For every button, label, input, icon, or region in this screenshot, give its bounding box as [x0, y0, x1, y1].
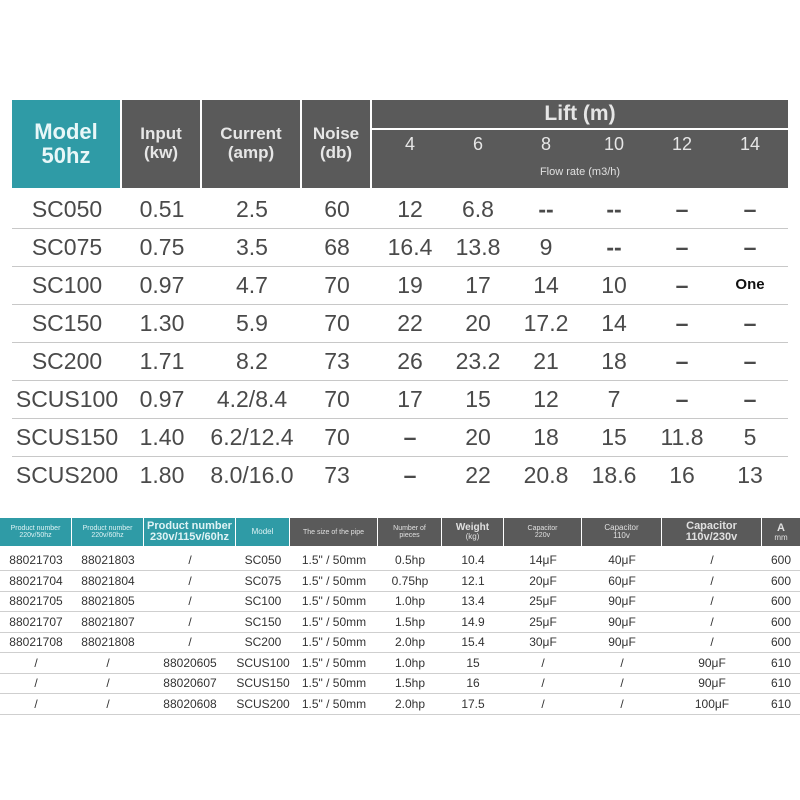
header-input-line1: Input — [140, 124, 182, 144]
performance-row — [12, 342, 788, 380]
cell-hp: 1.5hp — [394, 614, 426, 629]
cell-flow-lift-10: -- — [606, 196, 622, 222]
cell-model: SC075 — [244, 573, 282, 588]
cell-pn2: / — [106, 696, 110, 711]
cell-hp: 1.5hp — [394, 676, 426, 690]
cell-input: 0.97 — [139, 272, 185, 298]
cell-input: 0.51 — [139, 196, 185, 222]
cell-flow-lift-6: 20 — [465, 424, 491, 450]
cell-flow-lift-10: 14 — [601, 310, 627, 336]
cell-a: 610 — [770, 655, 792, 670]
cell-pn2: 88021808 — [81, 635, 135, 649]
header-dimension-a-line2: mm — [774, 532, 788, 542]
cell-pn1: / — [34, 676, 38, 690]
cell-flow-lift-10: -- — [606, 234, 622, 260]
cell-pipe: 1.5" / 50mm — [301, 553, 367, 567]
cell-input: 1.30 — [139, 310, 185, 336]
cell-flow-lift-6: 13.8 — [455, 234, 501, 260]
cell-a: 600 — [770, 553, 792, 567]
header-pn-220v60hz — [72, 518, 144, 546]
cell-flow-lift-12: – — [675, 272, 689, 298]
spec-row — [0, 550, 800, 570]
spec-row — [0, 591, 800, 611]
cell-current: 5.9 — [236, 310, 268, 336]
header-weight — [442, 518, 504, 546]
header-capacitor-110v-line2: 110v — [613, 531, 630, 540]
cell-weight: 15.4 — [461, 635, 485, 649]
header-noise-line1: Noise — [312, 124, 360, 144]
cell-model: SC100 — [244, 594, 282, 608]
cell-cap110: 90μF — [608, 635, 636, 649]
performance-row — [12, 418, 788, 456]
cell-pn3: / — [188, 614, 192, 629]
performance-row — [12, 304, 788, 342]
cell-cap110: / — [620, 676, 624, 690]
cell-cap110230: 90μF — [698, 676, 726, 690]
cell-flow-lift-4: – — [403, 462, 417, 488]
cell-flow-lift-4: 22 — [397, 310, 423, 336]
cell-flow-lift-14: 13 — [737, 462, 763, 488]
cell-model: SC150 — [31, 310, 103, 336]
cell-pipe: 1.5" / 50mm — [301, 676, 367, 690]
cell-input: 0.97 — [139, 386, 185, 412]
cell-flow-lift-8: 21 — [533, 348, 559, 374]
header-capacitor-110v — [582, 518, 662, 546]
cell-cap220: 25μF — [529, 594, 557, 608]
header-pieces — [378, 518, 442, 546]
cell-flow-lift-10: 7 — [607, 386, 621, 412]
cell-pn1: 88021705 — [9, 594, 63, 608]
cell-flow-lift-10: 10 — [601, 272, 627, 298]
cell-flow-lift-10: 18 — [601, 348, 627, 374]
header-model-line1: Model — [34, 118, 98, 144]
header-pipe-size-label: The size of the pipe — [302, 528, 365, 536]
cell-cap110230: / — [710, 573, 714, 588]
cell-flow-lift-14: – — [743, 348, 757, 374]
header-model-small — [236, 518, 290, 546]
cell-cap220: 30μF — [529, 635, 557, 649]
cell-noise: 70 — [324, 310, 350, 336]
header-lift-group — [372, 100, 788, 188]
cell-model: SC150 — [244, 614, 282, 629]
cell-weight: 17.5 — [461, 696, 485, 711]
cell-weight: 13.4 — [461, 594, 485, 608]
cell-flow-lift-6: 17 — [465, 272, 491, 298]
cell-pipe: 1.5" / 50mm — [301, 594, 367, 608]
header-pn-230v-line2: 230v/115v/60hz — [150, 531, 229, 543]
cell-pn2: / — [106, 676, 110, 690]
header-capacitor-220v — [504, 518, 582, 546]
header-model — [12, 100, 122, 188]
header-model-line2: 50hz — [41, 143, 91, 168]
cell-hp: 2.0hp — [394, 635, 426, 649]
cell-noise: 68 — [324, 234, 350, 260]
header-pieces-line1: Number of — [393, 525, 426, 532]
cell-current: 8.2 — [236, 348, 268, 374]
header-pn-230v — [144, 518, 236, 546]
cell-weight: 10.4 — [461, 553, 485, 567]
cell-noise: 70 — [324, 424, 350, 450]
cell-noise: 73 — [324, 462, 350, 488]
cell-weight: 12.1 — [461, 573, 485, 588]
cell-pn1: 88021707 — [9, 614, 63, 629]
header-lift-14: 14 — [739, 134, 761, 154]
header-pn-220v50hz — [0, 518, 72, 546]
header-pn-220v50hz-line2: 220v/50hz — [19, 532, 52, 539]
cell-pn3: 88020605 — [163, 655, 217, 670]
cell-flow-lift-12: – — [675, 310, 689, 336]
spec-row — [0, 571, 800, 591]
spec-row — [0, 632, 800, 652]
cell-model: SCUS100 — [15, 386, 119, 412]
cell-flow-lift-8: 12 — [533, 386, 559, 412]
header-current — [202, 100, 302, 188]
header-weight-line2: (kg) — [465, 532, 480, 541]
cell-flow-lift-14: One — [735, 276, 765, 293]
cell-flow-lift-8: 17.2 — [523, 310, 569, 336]
cell-flow-lift-4: 19 — [397, 272, 423, 298]
cell-hp: 1.0hp — [394, 655, 426, 670]
cell-pn2: 88021805 — [81, 594, 135, 608]
cell-flow-lift-4: – — [403, 424, 417, 450]
cell-cap110230: / — [710, 594, 714, 608]
cell-pipe: 1.5" / 50mm — [301, 614, 367, 629]
header-lift-title: Lift (m) — [544, 102, 616, 125]
cell-cap110: 90μF — [608, 614, 636, 629]
header-pieces-line2: pieces — [399, 532, 420, 539]
cell-cap220: 20μF — [529, 573, 557, 588]
spec-row — [0, 694, 800, 714]
header-capacitor-110v-line1: Capacitor — [604, 523, 639, 532]
cell-cap220: / — [541, 676, 545, 690]
cell-cap110: 60μF — [608, 573, 636, 588]
header-capacitor-110v230v — [662, 518, 762, 546]
cell-cap110230: / — [710, 635, 714, 649]
cell-cap110: / — [620, 655, 624, 670]
cell-cap220: 25μF — [529, 614, 557, 629]
cell-cap110: 40μF — [608, 553, 636, 567]
cell-input: 1.80 — [139, 462, 185, 488]
header-pn-220v60hz-line2: 220v/60hz — [91, 532, 124, 539]
cell-pn3: 88020607 — [163, 676, 217, 690]
cell-flow-lift-4: 12 — [397, 196, 423, 222]
cell-flow-lift-6: 6.8 — [462, 196, 494, 222]
cell-a: 610 — [770, 696, 792, 711]
cell-current: 4.2/8.4 — [216, 386, 288, 412]
cell-flow-lift-8: 9 — [539, 234, 553, 260]
header-model-small-label: Model — [251, 527, 274, 536]
spec-row — [0, 673, 800, 693]
cell-pn3: / — [188, 635, 192, 649]
header-capacitor-110v230v-line1: Capacitor — [686, 520, 737, 532]
header-dimension-a — [762, 518, 800, 546]
header-noise-line2: (db) — [319, 143, 353, 162]
cell-pipe: 1.5" / 50mm — [301, 635, 367, 649]
cell-pipe: 1.5" / 50mm — [301, 696, 367, 711]
header-capacitor-220v-line1: Capacitor — [527, 525, 558, 532]
cell-flow-lift-12: 11.8 — [660, 424, 704, 450]
cell-pn3: / — [188, 553, 192, 567]
cell-cap110: / — [620, 696, 624, 711]
header-pn-230v-line1: Product number — [147, 520, 232, 532]
cell-weight: 16 — [466, 676, 480, 690]
cell-current: 8.0/16.0 — [210, 462, 294, 488]
cell-cap110230: 100μF — [694, 696, 730, 711]
cell-model: SC200 — [244, 635, 282, 649]
cell-pn2: / — [106, 655, 110, 670]
pump-performance-header — [12, 100, 788, 188]
cell-input: 1.71 — [139, 348, 185, 374]
cell-cap110230: / — [710, 553, 714, 567]
cell-pn1: / — [34, 696, 38, 711]
cell-a: 600 — [770, 635, 792, 649]
header-capacitor-220v-line2: 220v — [534, 532, 551, 539]
cell-pn1: 88021703 — [9, 553, 63, 567]
cell-model: SCUS200 — [236, 696, 290, 711]
cell-pn2: 88021804 — [81, 573, 135, 588]
cell-cap220: / — [541, 696, 545, 711]
header-lift-4: 4 — [404, 134, 415, 154]
cell-flow-lift-8: 18 — [533, 424, 559, 450]
cell-model: SCUS200 — [15, 462, 119, 488]
cell-flow-lift-10: 18.6 — [591, 462, 637, 488]
header-capacitor-110v230v-line2: 110v/230v — [685, 531, 738, 543]
cell-noise: 70 — [324, 386, 350, 412]
header-pn-220v50hz-line1: Product number — [10, 525, 61, 532]
cell-flow-lift-14: – — [743, 196, 757, 222]
cell-flow-lift-4: 17 — [397, 386, 423, 412]
cell-cap220: / — [541, 655, 545, 670]
cell-current: 6.2/12.4 — [210, 424, 294, 450]
performance-row — [12, 380, 788, 418]
cell-noise: 70 — [324, 272, 350, 298]
header-dimension-a-line1: A — [777, 521, 785, 534]
spec-row — [0, 653, 800, 673]
cell-pn3: / — [188, 594, 192, 608]
cell-pn3: 88020608 — [163, 696, 217, 711]
header-noise — [302, 100, 372, 188]
cell-pn1: / — [34, 655, 38, 670]
cell-flow-lift-12: – — [675, 386, 689, 412]
cell-flow-lift-14: – — [743, 386, 757, 412]
spec-row — [0, 612, 800, 632]
header-lift-6: 6 — [472, 134, 483, 154]
cell-noise: 73 — [324, 348, 350, 374]
cell-flow-lift-6: 22 — [465, 462, 491, 488]
header-lift-10: 10 — [603, 134, 625, 154]
header-input-line2: (kw) — [144, 143, 178, 162]
performance-row — [12, 190, 788, 228]
row-divider — [0, 714, 800, 715]
cell-pn1: 88021708 — [9, 635, 63, 649]
header-weight-line1: Weight — [455, 522, 490, 533]
header-lift-divider — [372, 128, 788, 130]
cell-pn3: / — [188, 573, 192, 588]
cell-model: SC050 — [31, 196, 103, 222]
header-pn-220v60hz-line1: Product number — [82, 525, 133, 532]
cell-flow-lift-12: – — [675, 348, 689, 374]
header-current-line1: Current — [220, 124, 282, 144]
cell-current: 3.5 — [236, 234, 268, 260]
cell-cap110230: / — [710, 614, 714, 629]
cell-hp: 2.0hp — [394, 696, 426, 711]
cell-hp: 0.5hp — [394, 553, 426, 567]
cell-flow-lift-4: 16.4 — [387, 234, 433, 260]
header-input — [122, 100, 202, 188]
header-flow-rate: Flow rate (m3/h) — [539, 166, 621, 178]
cell-flow-lift-6: 15 — [465, 386, 491, 412]
cell-flow-lift-8: -- — [538, 196, 554, 222]
cell-model: SCUS150 — [236, 676, 290, 690]
performance-row — [12, 456, 788, 494]
cell-current: 2.5 — [236, 196, 268, 222]
cell-pn2: 88021803 — [81, 553, 135, 567]
cell-flow-lift-14: – — [743, 234, 757, 260]
header-lift-8: 8 — [540, 134, 551, 154]
cell-a: 600 — [770, 614, 792, 629]
cell-a: 600 — [770, 594, 792, 608]
cell-flow-lift-8: 20.8 — [523, 462, 569, 488]
cell-weight: 15 — [466, 655, 480, 670]
cell-model: SC200 — [31, 348, 103, 374]
cell-noise: 60 — [324, 196, 350, 222]
cell-model: SCUS100 — [236, 655, 290, 670]
cell-model: SC075 — [31, 234, 103, 260]
product-spec-header — [0, 518, 800, 546]
cell-model: SC100 — [31, 272, 103, 298]
cell-flow-lift-12: – — [675, 234, 689, 260]
header-lift-12: 12 — [671, 134, 693, 154]
cell-hp: 1.0hp — [394, 594, 426, 608]
cell-hp: 0.75hp — [391, 573, 429, 588]
cell-flow-lift-12: – — [675, 196, 689, 222]
cell-flow-lift-6: 23.2 — [455, 348, 501, 374]
cell-flow-lift-14: 5 — [743, 424, 757, 450]
header-pipe-size — [290, 518, 378, 546]
cell-pipe: 1.5" / 50mm — [301, 573, 367, 588]
cell-flow-lift-4: 26 — [397, 348, 423, 374]
cell-cap220: 14μF — [529, 553, 557, 567]
performance-row — [12, 266, 788, 304]
cell-pn2: 88021807 — [81, 614, 135, 629]
cell-cap110230: 90μF — [698, 655, 726, 670]
cell-flow-lift-6: 20 — [465, 310, 491, 336]
header-current-line2: (amp) — [227, 143, 275, 162]
cell-flow-lift-12: 16 — [669, 462, 695, 488]
performance-row — [12, 228, 788, 266]
cell-model: SC050 — [244, 553, 282, 567]
cell-current: 4.7 — [236, 272, 268, 298]
cell-a: 600 — [770, 573, 792, 588]
cell-input: 1.40 — [139, 424, 185, 450]
cell-weight: 14.9 — [461, 614, 485, 629]
cell-input: 0.75 — [139, 234, 185, 260]
cell-cap110: 90μF — [608, 594, 636, 608]
cell-pn1: 88021704 — [9, 573, 63, 588]
cell-pipe: 1.5" / 50mm — [301, 655, 367, 670]
cell-a: 610 — [770, 676, 792, 690]
cell-flow-lift-14: – — [743, 310, 757, 336]
cell-flow-lift-8: 14 — [533, 272, 559, 298]
cell-model: SCUS150 — [15, 424, 119, 450]
cell-flow-lift-10: 15 — [601, 424, 627, 450]
